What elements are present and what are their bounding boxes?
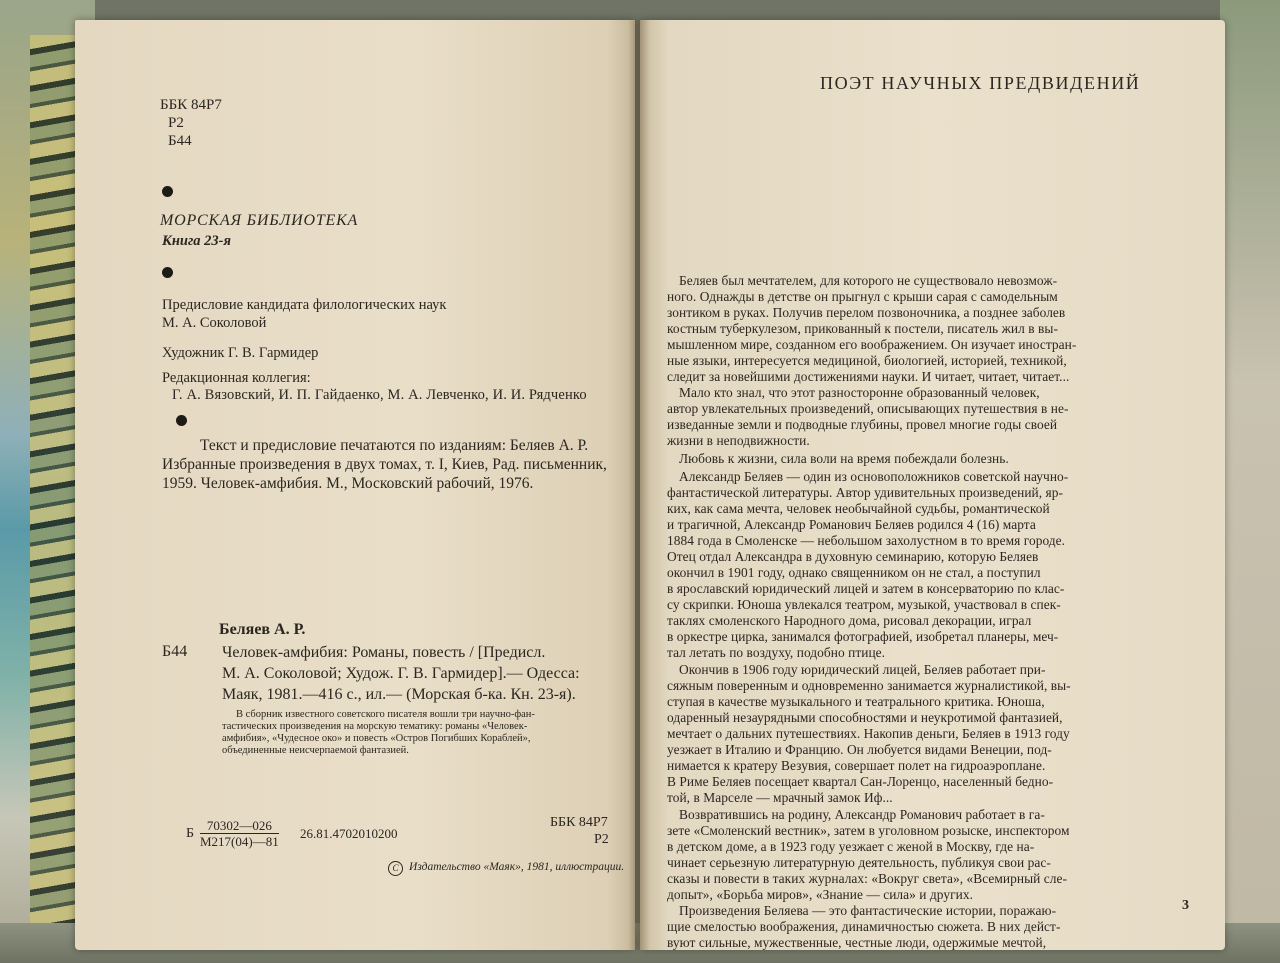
bbk-line: ББК 84Р7 [160,97,222,113]
catalog-entry [222,642,580,705]
catalog-line: Маяк, 1981.—416 с., ил.— (Морская б-ка. Кн. 23-я). [222,686,576,703]
text-line: допыт», «Борьба миров», «Знание — сила» и других. [667,887,973,902]
bullet-mark [162,267,173,278]
text-line: окончил в 1901 году, однако священником он не стал, а поступил [667,565,1041,580]
text-line: су скрипки. Юноша увлекался театром, музыкой, участвовал в спек- [667,597,1061,612]
text-line: той, в Марселе — мрачный замок Иф... [667,790,893,805]
text-line: в оркестре цирка, занимался фотографией, изобретал планеры, меч- [667,629,1059,644]
text-line: нимается к кратеру Везувия, совершает полет на гидроаэроплане. [667,758,1046,773]
annotation-line: амфибия», «Чудесное око» и повесть «Остров Погибших Кораблей», [222,733,531,744]
text-line: костным туберкулезом, прикованный к постели, писатель жил в вы- [667,321,1058,336]
text-line: одаренный незаурядными способностями и неукротимой фантазией, [667,710,1063,725]
bbk-line: Р2 [168,115,184,131]
text-line: Отец отдал Александра в духовную семинарию, которую Беляев [667,549,1039,564]
text-line: Беляев был мечтателем, для которого не существовало невозмож- [679,273,1058,288]
text-line: Александр Беляев — один из основоположников советской научно- [679,469,1069,484]
text-line: мышленном мире, созданном его воображением. Он изучает иностран- [667,337,1077,352]
series-title: МОРСКАЯ БИБЛИОТЕКА [160,212,359,229]
copyright-line [388,861,624,876]
series-book-number: Книга 23-я [162,233,231,249]
fraction-index [200,818,279,849]
catalog-author: Беляев А. Р. [219,621,306,638]
text-line: щие смелостью воображения, динамичностью сюжета. В них дейст- [667,919,1061,934]
text-line: 1884 года в Смоленске — небольшом захолустном в то время городе. [667,533,1066,548]
page-number: 3 [1182,898,1189,913]
copyright-text: Издательство «Маяк», 1981, иллюстрации. [409,861,625,873]
bullet-mark [176,415,187,426]
text-line: зете «Смоленский вестник», затем в уголовном розыске, инспектором [667,823,1070,838]
fraction-prefix: Б [186,826,195,841]
text-line: в детском доме, а в 1923 году уезжает с женой в Москву, где на- [667,839,1035,854]
text-line: сяжным поверенным и одновременно занимается журналистикой, вы- [667,678,1071,693]
text-line: мечтает о дальних путешествиях. Накопив деньги, Беляев в 1913 году [667,726,1070,741]
text-line: Мало кто знал, что этот разносторонне образованный человек, [679,385,1040,400]
text-line: и трагичной, Александр Романович Беляев родился 4 (16) марта [667,517,1036,532]
bbk-code-bottom [550,814,609,848]
text-line: изведанные земли и подводные глубины, провел многие годы своей [667,417,1058,432]
annotation-line: объединенные неисчерпаемой фантазией. [222,745,409,756]
text-line: жизни в неподвижности. [667,433,810,448]
source-note-line: Избранные произведения в двух томах, т. I, Киев, Рад. письменник, [162,456,607,473]
editorial-board-members: Г. А. Вязовский, И. П. Гайдаенко, М. А. Левченко, И. И. Рядченко [172,387,587,403]
annotation [222,709,535,757]
text-line: Возвратившись на родину, Александр Романович работает в га- [679,807,1045,822]
text-line: автор увлекательных произведений, описывающих путешествия в не- [667,401,1069,416]
text-line: ких, как сама мечта, человек необычайной судьбы, романтической [667,501,1050,516]
editorial-board-label: Редакционная коллегия: [162,370,311,386]
bbk-code-top [160,96,222,150]
text-line: в ярославский юридический лицей и затем в консерваторию по клас- [667,581,1065,596]
source-note-line: Текст и предисловие печатаются по изданиям: Беляев А. Р. [200,437,589,454]
bbk-line: Б44 [168,133,192,149]
text-line: сказы и повести в таких журналах: «Вокруг света», «Всемирный сле- [667,871,1067,886]
fraction-denominator: М217(04)—81 [200,834,279,849]
copyright-icon: С [388,861,403,876]
catalog-code: Б44 [162,643,188,660]
text-line: следит за новейшими достижениями науки. И читает, читает, читает... [667,369,1070,384]
text-line: Любовь к жизни, сила воли на время побеждали болезнь. [679,451,1009,466]
text-line: фантастической литературы. Автор удивительных произведений, яр- [667,485,1064,500]
preface-line: М. А. Соколовой [162,315,267,331]
text-line: ные языки, интересуется медициной, биологией, историей, техникой, [667,353,1067,368]
source-note-line: 1959. Человек-амфибия. М., Московский рабочий, 1976. [162,475,534,492]
text-line: Произведения Беляева — это фантастические истории, поражаю- [679,903,1057,918]
bbk-line: Р2 [594,832,609,847]
preface-line: Предисловие кандидата филологических наук [162,297,447,313]
text-line: Окончив в 1906 году юридический лицей, Беляев работает при- [679,662,1046,677]
annotation-line: тастических произведения на морскую тематику: романы «Человек- [222,721,528,732]
text-line: уезжает в Италию и Францию. Он любуется видами Венеции, под- [667,742,1052,757]
artist-credit: Художник Г. В. Гармидер [162,345,319,361]
text-line: таклях смоленского Народного дома, рисовал декорации, играл [667,613,1032,628]
text-line: вуют сильные, мужественные, честные люди, одержимые мечтой, [667,935,1047,950]
text-line: В Риме Беляев посещает квартал Сан-Лоренцо, населенный бедно- [667,774,1054,789]
catalog-line: Человек-амфибия: Романы, повесть / [Предисл. [222,644,546,661]
fraction-code: 26.81.4702010200 [300,826,398,841]
bbk-line: ББК 84Р7 [550,815,608,830]
text-line: тал летать по воздуху, подобно птице. [667,645,886,660]
background-right [1220,0,1280,963]
annotation-line: В сборник известного советского писателя вошли три научно-фан- [236,709,535,720]
text-line: ного. Однажды в детстве он прыгнул с крыши сарая с самодельным [667,289,1058,304]
preface-credit [162,296,446,332]
text-line: зонтиком в руках. Получив перелом позвоночника, а позднее заболев [667,305,1066,320]
book-gutter [628,20,650,950]
text-line: чинает серьезную литературную деятельность, публикуя свои рас- [667,855,1051,870]
text-line: ступая в качестве музыкального и театрального критика. Юноша, [667,694,1045,709]
bullet-mark [162,186,173,197]
chapter-title: ПОЭТ НАУЧНЫХ ПРЕДВИДЕНИЙ [820,73,1141,93]
catalog-line: М. А. Соколовой; Худож. Г. В. Гармидер].— Одесса: [222,665,580,682]
fraction-numerator: 70302—026 [200,818,279,834]
source-note [162,436,607,493]
